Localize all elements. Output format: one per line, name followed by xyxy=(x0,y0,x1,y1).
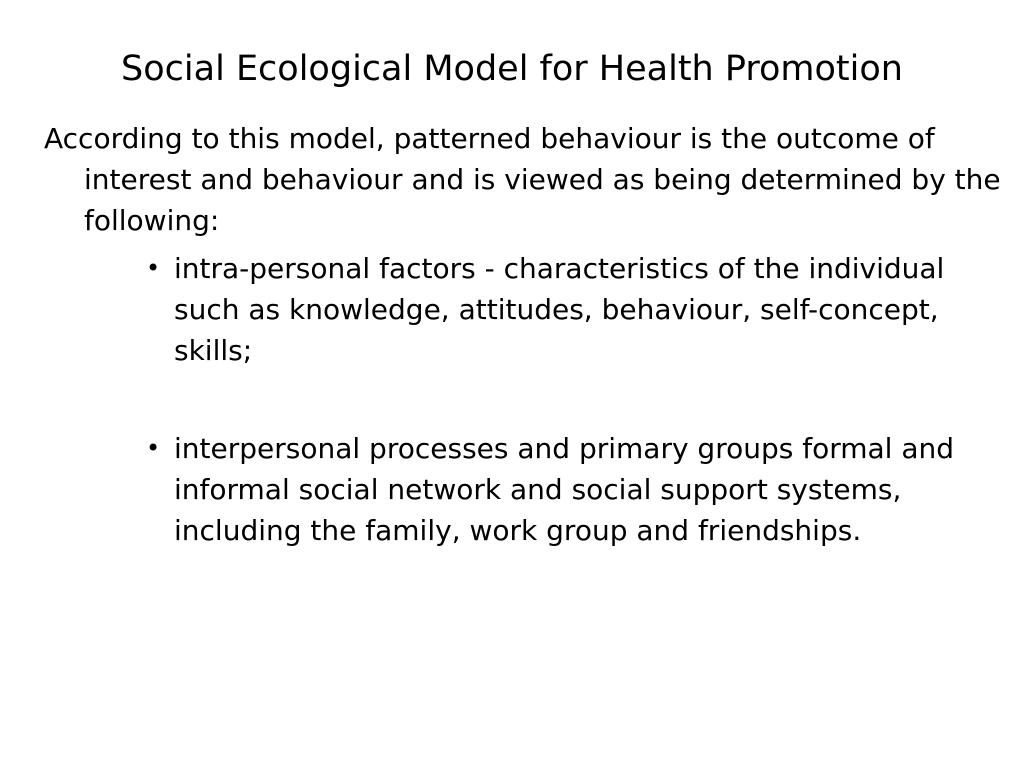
bullet-icon: • xyxy=(146,434,161,462)
intro-paragraph: According to this model, patterned behaviour is the outcome of interest and behaviour and is viewed as being determined by the following: xyxy=(44,122,1001,237)
bullet-text: interpersonal processes and primary groups formal and informal social network and social support systems, including the family, work group and friendships. xyxy=(174,432,955,547)
bullet-text: intra-personal factors - characteristics of the individual such as knowledge, attitudes, behaviour, self-concept, skills; xyxy=(174,252,945,367)
slide-title: Social Ecological Model for Health Promotion xyxy=(121,49,903,89)
bullet-list xyxy=(146,248,976,551)
bullet-item-intra-personal xyxy=(146,248,976,371)
bullet-icon: • xyxy=(146,254,161,282)
bullet-item-interpersonal xyxy=(146,428,976,551)
